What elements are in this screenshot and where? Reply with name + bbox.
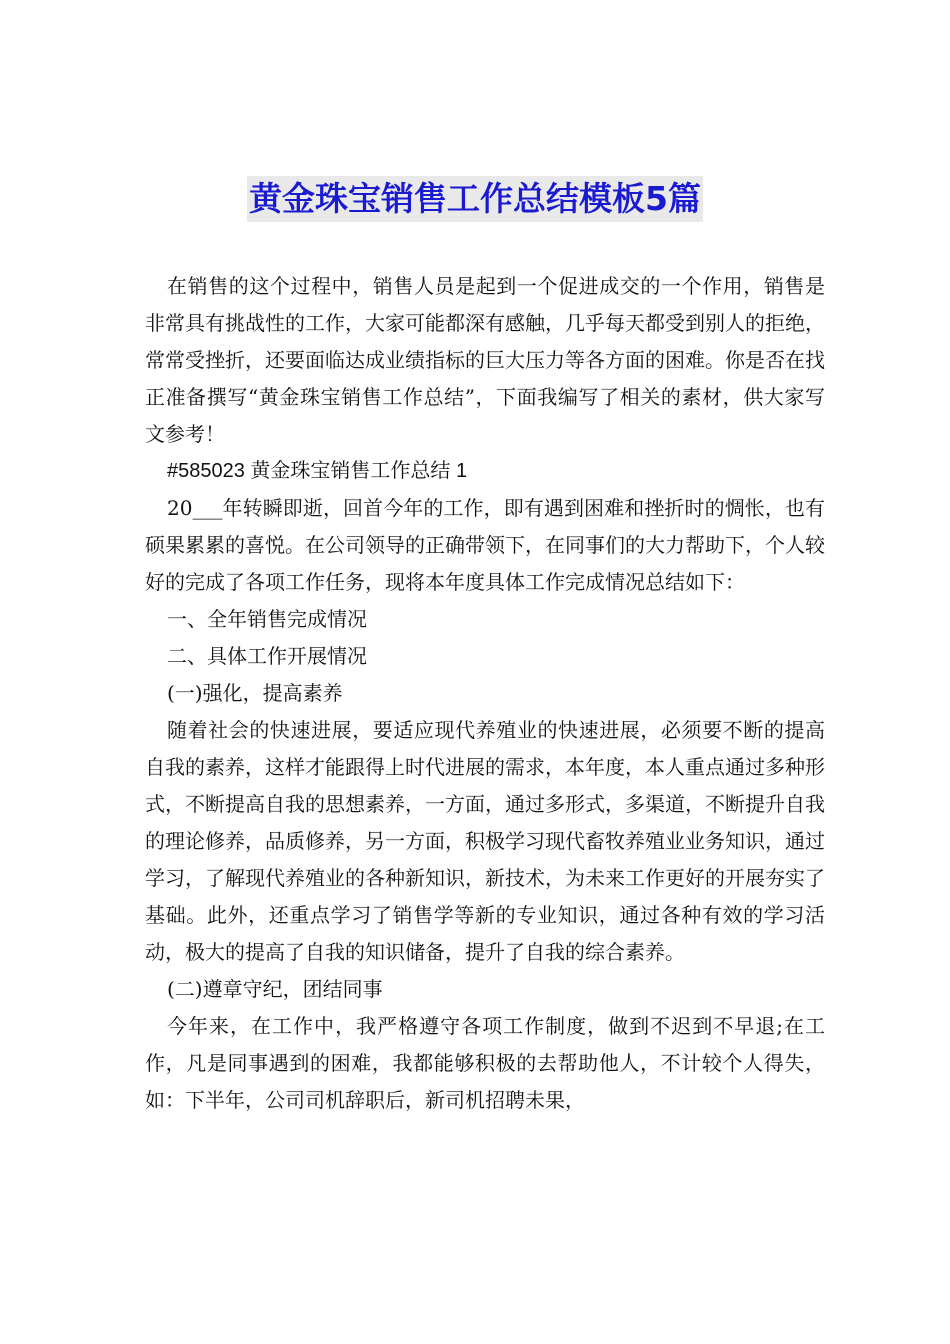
subsection-heading: 一、全年销售完成情况 [167,607,367,631]
body-paragraph: 随着社会的快速进展，要适应现代养殖业的快速进展，必须要不断的提高自我的素养，这样才能跟得上时代进展的需求，本年度，本人重点通过多种形式，不断提高自我的思想素养，一方面，通过多形式，多渠道，不断提升自我的理论修养，品质修养，另一方面，积极学习现代畜牧养殖业业务知识，通过学习，了解现代养殖业的各种新知识，新技术，为未来工作更好的开展夯实了基础。此外，还重点学习了销售学等新的专业知识，通过各种有效的学习活动，极大的提高了自我的知识储备，提升了自我的综合素养。 [145,718,825,964]
subsection-heading: (二)遵章守纪，团结同事 [167,977,383,1001]
intro-paragraph: 在销售的这个过程中，销售人员是起到一个促进成交的一个作用，销售是非常具有挑战性的工作，大家可能都深有感触，几乎每天都受到别人的拒绝，常常受挫折，还要面临达成业绩指标的巨大压力等各方面的困难。你是否在找正准备撰写“黄金珠宝销售工作总结”，下面我编写了相关的素材，供大家写文参考！ [145,274,825,446]
body-paragraph: 今年来，在工作中，我严格遵守各项工作制度，做到不迟到不早退;在工作，凡是同事遇到的困难，我都能够积极的去帮助他人，不计较个人得失，如：下半年，公司司机辞职后，新司机招聘未果， [145,1014,825,1112]
section-heading: #585023 黄金珠宝销售工作总结 1 [167,460,468,482]
document-title: 黄金珠宝销售工作总结模板5篇 [247,176,703,222]
body-paragraph: 20___年转瞬即逝，回首今年的工作，即有遇到困难和挫折时的惆怅，也有硕果累累的喜悦。在公司领导的正确带领下，在同事们的大力帮助下，个人较好的完成了各项工作任务，现将本年度具体工作完成情况总结如下： [145,496,825,594]
document-body [145,268,825,1119]
subsection-heading: 二、具体工作开展情况 [167,644,367,668]
title-container [0,176,950,222]
subsection-heading: (一)强化，提高素养 [167,681,343,705]
